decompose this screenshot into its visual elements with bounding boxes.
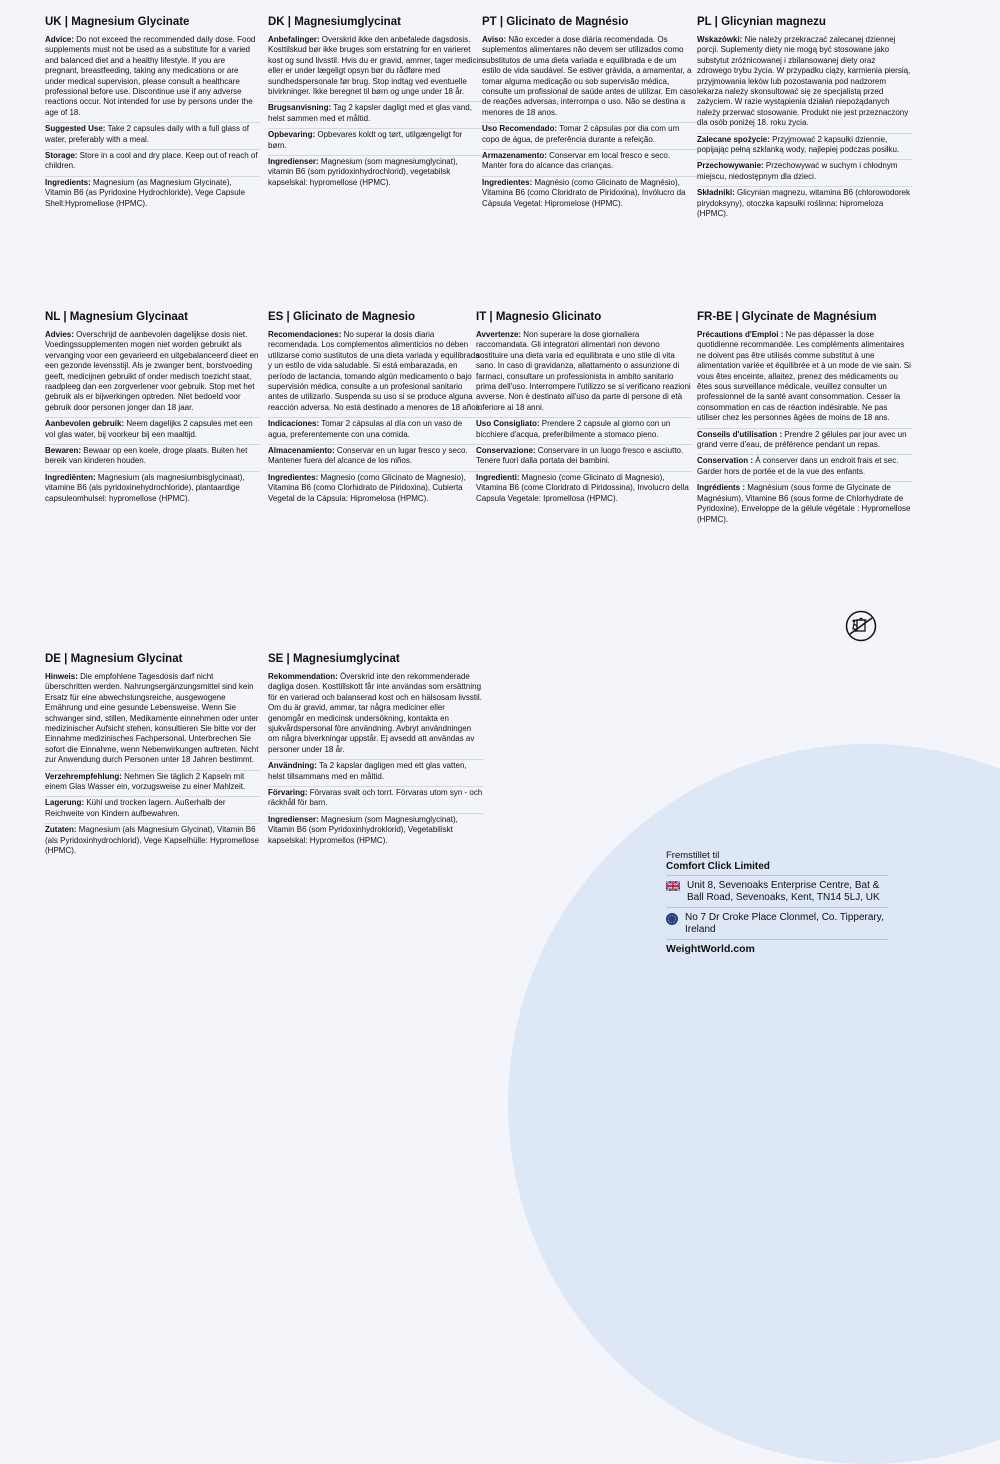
section-uk [45,16,260,214]
section-field [268,35,483,102]
field-label: Advies: [45,330,74,339]
field-text: Ta 2 kapslar dagligen med ett glas vatten, helst tillsammans med en måltid. [268,761,467,781]
field-text: Tomar 2 cápsulas por dia com um copo de água, de preferência durante a refeição. [482,124,680,144]
field-text: Die empfohlene Tagesdosis darf nicht überschritten werden. Nahrungsergänzungsmittel sind kein Ersatz für eine abwechslungsreiche, ausgewogene Ernährung und eine gesunde Lebensweise. Wenn Sie schwanger sind, stillen, Medikamente einnehmen oder unter medizinischer Aufsicht stehen, konsultieren Sie bitte vor der Einnahme medizinisches Fachpersonal. Unterbrechen Sie sofort die Einnahme, wenn Nebenwirkungen auftreten. Nicht zur Anwendung durch Personen unter 18 Jahren bestimmt. [45,672,259,765]
field-text: Store in a cool and dry place. Keep out of reach of children. [45,151,258,171]
field-label: Ingredientes: [482,177,533,187]
section-es [268,311,483,509]
field-label: Ingredienti: [476,472,520,482]
field-text: Glicynian magnezu, witamina B6 (chlorowodorek pirydoksyny), otoczka kapsułki roślinna: hipromeloza (HPMC). [697,188,910,219]
field-label: Almacenamiento: [268,446,335,456]
field-label: Verzehrempfehlung: [45,771,122,781]
field-label: Zalecane spożycie: [697,134,770,144]
field-text: À conserver dans un endroit frais et sec. Garder hors de portée et de la vue des enfants. [697,456,899,476]
field-label: Aanbevolen gebruik: [45,419,125,429]
section-de [45,653,260,862]
section-field [476,419,691,445]
field-text: Conservar en un lugar fresco y seco. Mantener fuera del alcance de los niños. [268,446,468,466]
field-text: Conservare in un luogo fresco e asciutto. Tenere fuori dalla portata dei bambini. [476,446,684,466]
field-text: Magnesio (como Glicinato de Magnesio), Vitamina B6 (como Clorhidrato de Piridoxina), Cubierta Vegetal de la Cápsula: Hipromelosa (HPMC). [268,472,466,503]
field-text: Prendere 2 capsule al giorno con un bicchiere d'acqua, preferibilmente a stomaco pieno. [476,419,671,439]
field-text: Opbevares koldt og tørt, utilgængeligt for børn. [268,130,463,150]
field-label: Indicaciones: [268,419,320,429]
field-label: Storage: [45,151,78,161]
field-text: Tomar 2 cápsulas al día con un vaso de agua, preferentemente con una comida. [268,419,463,439]
field-label: Förvaring: [268,788,308,798]
address-uk [666,875,888,907]
field-text: Tag 2 kapsler dagligt med et glas vand, helst sammen med et måltid. [268,103,472,123]
recycle-bin-icon [845,610,877,642]
field-label: Rekommendation: [268,672,338,681]
section-field [45,446,260,472]
field-text: Conservar em local fresco e seco. Manter fora do alcance das crianças. [482,151,671,171]
section-field [482,124,697,150]
field-text: Prendre 2 gélules par jour avec un grand verre d'eau, de préférence pendant un repas. [697,429,907,450]
section-field [697,430,912,456]
field-label: Uso Consigliato: [476,419,540,429]
section-field [268,157,483,192]
field-label: Brugsanvisning: [268,103,332,113]
section-field [482,151,697,177]
section-se [268,653,483,851]
field-label: Przechowywanie: [697,161,764,171]
section-field [697,161,912,187]
section-field [45,473,260,508]
section-field [697,456,912,482]
field-label: Précautions d'Emploi : [697,330,784,339]
section-title: DK | Magnesiumglycinat [268,16,401,28]
field-text: Nehmen Sie täglich 2 Kapseln mit einem Glas Wasser ein, vorzugsweise zu einer Mahlzeit. [45,771,246,792]
section-field [45,151,260,177]
field-text: Magnesium (som magnesiumglycinat), vitamin B6 (som pyridoxinhydrochlorid), vegetabilsk kapselskal: hypromellose (HPMC). [268,157,458,187]
section-title: UK | Magnesium Glycinate [45,16,190,28]
field-label: Zutaten: [45,825,77,835]
section-nl [45,311,260,509]
field-text: Magnesio (come Glicinato di Magnesio), Vitamina B6 (come Cloridrato di Piridossina), Involucro della Capsula Vegetale: Ipromellosa (HPMC). [476,472,689,503]
uk-flag-icon [666,881,680,891]
made-for-label: Fremstillet til [666,850,720,861]
website-link[interactable]: WeightWorld.com [666,939,888,955]
section-field [45,672,260,771]
section-field [268,473,483,508]
section-field [45,772,260,798]
field-label: Ingredientes: [268,472,319,482]
address-ie-text: No 7 Dr Croke Place Clonmel, Co. Tipperary, Ireland [685,912,884,935]
footer [666,850,888,955]
field-label: Suggested Use: [45,124,106,134]
section-field [697,135,912,161]
section-title: NL | Magnesium Glycinaat [45,311,188,323]
field-text: Överskrid inte den rekommenderade dagliga dosen. Kosttillskott får inte användas som ersättning för en varierad och balanserad kost och en hälsosam livsstil. Om du är gravid, ammar, tar några mediciner eller genomgår en medicinsk undersökning, kontakta en sjukvårdspersonal före användning. Avbryt användningen om några biverkningar uppstår. Ej avsedd att användas av personer under 18 år. [268,672,482,754]
field-text: Nie należy przekraczać zalecanej dziennej porcji. Suplementy diety nie mogą być stosowane jako substytut zróżnicowanej i zbilansowanej diety oraz zdrowego trybu życia. W przypadku ciąży, karmienia piersią, przyjmowania leków lub pozostawania pod nadzorem lekarza należy skonsultować się ze specjalistą przed zażyciem. W razie wystąpienia działań niepożądanych należy przerwać stosowanie. Produkt nie jest przeznaczony dla osób poniżej 18. roku życia. [697,35,911,128]
field-label: Aviso: [482,35,507,44]
section-field [45,798,260,824]
field-text: Przyjmować 2 kapsułki dziennie, popijając pełną szklanką wody, najlepiej podczas posiłku. [697,134,900,155]
section-field [268,446,483,472]
section-field [45,124,260,150]
field-label: Användning: [268,761,317,771]
field-label: Składniki: [697,188,735,198]
field-text: Bewaar op een koele, droge plaats. Buiten het bereik van kinderen houden. [45,446,248,466]
section-field [482,178,697,213]
section-title: SE | Magnesiumglycinat [268,653,400,665]
address-uk-text: Unit 8, Sevenoaks Enterprise Centre, Bat & Ball Road, Sevenoaks, Kent, TN14 5LJ, UK [687,880,880,903]
section-field [268,330,483,418]
field-text: No superar la dosis diaria recomendada. Los complementos alimenticios no deben utilizarse como sustitutos de una dieta variada y equilibrada y un estilo de vida saludable. Si está embarazada, en período de lactancia, tomando algún medicamento o bajo supervisión médica, consulte a un profesional sanitario antes de utilizarlo. Suspenda su uso si se produce alguna reacción adversa. No está destinado a menores de 18 años. [268,330,482,412]
field-label: Ingredients: [45,177,91,187]
section-field [482,35,697,123]
field-label: Bewaren: [45,446,82,456]
field-text: Magnesium (als magnesiumbisglycinaat), vitamine B6 (als pyridoxinehydrochloride), plantaardige capsuleomhulsel: hypromellose (HPMC). [45,472,245,503]
section-field [476,446,691,472]
section-field [476,330,691,418]
section-it [476,311,691,509]
field-text: Magnesium (som Magnesiumglycinat), Vitamin B6 (som Pyridoxinhydroklorid), Vegetabiliskt kapselskal: Hypromellos (HPMC). [268,814,458,845]
section-title: FR-BE | Glycinate de Magnésium [697,311,877,323]
section-field [268,103,483,129]
section-field [268,419,483,445]
section-field [268,761,483,787]
field-text: Não exceder a dose diária recomendada. Os suplementos alimentares não devem ser utilizados como substitutos de uma dieta variada e equilibrada e de um estilo de vida saudável. Se estiver grávida, a amamentar, a tomar alguma medicação ou sob supervisão médica, consulte um profissional de saúde antes de utilizar. Em caso de reações adversas, interrompa o uso. Não se destina a menores de 18 anos. [482,35,697,117]
field-text: Magnesium (as Magnesium Glycinate), Vitamin B6 (as Pyridoxine Hydrochloride), Vege Capsule Shell:Hypromellose (HPMC). [45,177,245,208]
field-text: Overskrid ikke den anbefalede dagsdosis. Kosttilskud bør ikke bruges som erstatning for en varieret kost og sund livsstil. Hvis du er gravid, ammer, tager medicin eller er under lægeligt opsyn bør du rådføre med sundhedspersonale før brug. Stop indtag ved eventuelle bivirkninger. Ikke beregnet til børn og unge under 18 år. [268,35,483,97]
field-label: Armazenamento: [482,151,547,161]
section-pl [697,16,912,225]
section-fr [697,311,912,530]
field-label: Opbevaring: [268,130,316,140]
section-title: DE | Magnesium Glycinat [45,653,183,665]
section-field [268,130,483,156]
field-text: Overschrijd de aanbevolen dagelijkse dosis niet. Voedingssupplementen mogen niet worden gebruikt als vervanging voor een gevarieerd en uitgebalanceerd dieet en een gezonde levensstijl. Als je zwanger bent, borstvoeding geeft, medicijnen gebruikt of onder medisch toezicht staat, raadpleeg dan een zorgverlener voor gebruik. Stop met het gebruik als er bijwerkingen optreden. Niet bedoeld voor gebruik door personen jonger dan 18 jaar. [45,330,259,412]
section-field [697,483,912,529]
section-field [45,178,260,213]
field-label: Anbefalinger: [268,35,320,44]
section-dk [268,16,483,193]
field-text: Kühl und trocken lagern. Außerhalb der Reichweite von Kindern aufbewahren. [45,798,226,818]
section-field [45,35,260,123]
section-title: ES | Glicinato de Magnesio [268,311,415,323]
field-label: Lagerung: [45,798,85,808]
field-label: Conservazione: [476,446,536,456]
field-label: Ingrédients : [697,483,746,493]
field-label: Recomendaciones: [268,330,342,339]
section-field [268,788,483,814]
section-field [697,188,912,223]
field-text: Neem dagelijks 2 capsules met een vol glas water, bij voorkeur bij een maaltijd. [45,419,253,439]
field-label: Wskazówki: [697,35,743,44]
company-name: Comfort Click Limited [666,861,770,872]
field-text: Magnesium (als Magnesium Glycinat), Vitamin B6 (als Pyridoxinhydrochlorid), Vege Kapselhülle: Hypromellose (HPMC). [45,825,259,856]
field-label: Hinweis: [45,672,78,681]
field-text: Förvaras svalt och torrt. Förvaras utom syn - och räckhåll för barn. [268,788,483,808]
section-field [697,330,912,429]
field-text: Przechowywać w suchym i chłodnym miejscu, niedostępnym dla dzieci. [697,161,898,181]
section-field [268,672,483,760]
field-label: Advice: [45,35,74,44]
field-label: Conseils d'utilisation : [697,429,783,439]
field-text: Ne pas dépasser la dose quotidienne recommandée. Les compléments alimentaires ne doivent pas être utilisés comme substitut à une alimentation variée et équilibrée et à un mode de vie sain. Si vous êtes enceinte, allaitez, prenez des médicaments ou êtes sous surveillance médicale, veuillez consulter un professionnel de la santé avant consommation. Cesser la consommation en cas de réaction indésirable. Ne pas utiliser chez les personnes âgées de moins de 18 ans. [697,330,911,423]
field-text: Magnésium (sous forme de Glycinate de Magnésium), Vitamine B6 (sous forme de Chlorhydrate de Pyridoxine), Enveloppe de la gélule végétale : Hypromellose (HPMC). [697,483,911,524]
section-title: IT | Magnesio Glicinato [476,311,602,323]
field-label: Conservation : [697,456,754,466]
field-text: Take 2 capsules daily with a full glass of water, preferably with a meal. [45,124,249,144]
field-label: Ingrediënten: [45,472,96,482]
section-field [45,419,260,445]
field-label: Avvertenze: [476,330,522,339]
field-label: Uso Recomendado: [482,124,558,134]
section-field [476,473,691,508]
field-label: Ingredienser: [268,814,319,824]
section-title: PL | Glicynian magnezu [697,16,826,28]
section-title: PT | Glicinato de Magnésio [482,16,629,28]
address-ie [666,907,888,939]
section-pt [482,16,697,214]
field-text: Magnésio (como Glicinato de Magnésio), Vitamina B6 (como Cloridrato de Piridoxina), Invólucro da Cápsula Vegetal: Hipromelose (HPMC). [482,177,686,208]
field-text: Do not exceed the recommended daily dose. Food supplements must not be used as a substitute for a varied and balanced diet and a healthy lifestyle. If you are pregnant, breastfeeding, taking any medications or are under medical supervision, please consult a healthcare professional before use. Discontinue use if any adverse reactions occur. Not intended for use by persons under the age of 18. [45,35,256,117]
section-field [268,815,483,850]
section-field [697,35,912,134]
eu-flag-icon [666,913,678,925]
section-field [45,825,260,860]
field-text: Non superare la dose giornaliera raccomandata. Gli integratori alimentari non devono sostituire una dieta varia ed equilibrata e uno stile di vita sano. In caso di gravidanza, allattamento o assunzione di farmaci, consultare un professionista in ambito sanitario prima dell'uso. Interrompere l'utilizzo se si verificano reazioni avverse. Non è destinato all'uso da parte di persone di età inferiore ai 18 anni. [476,330,691,412]
section-field [45,330,260,418]
field-label: Ingredienser: [268,157,319,167]
